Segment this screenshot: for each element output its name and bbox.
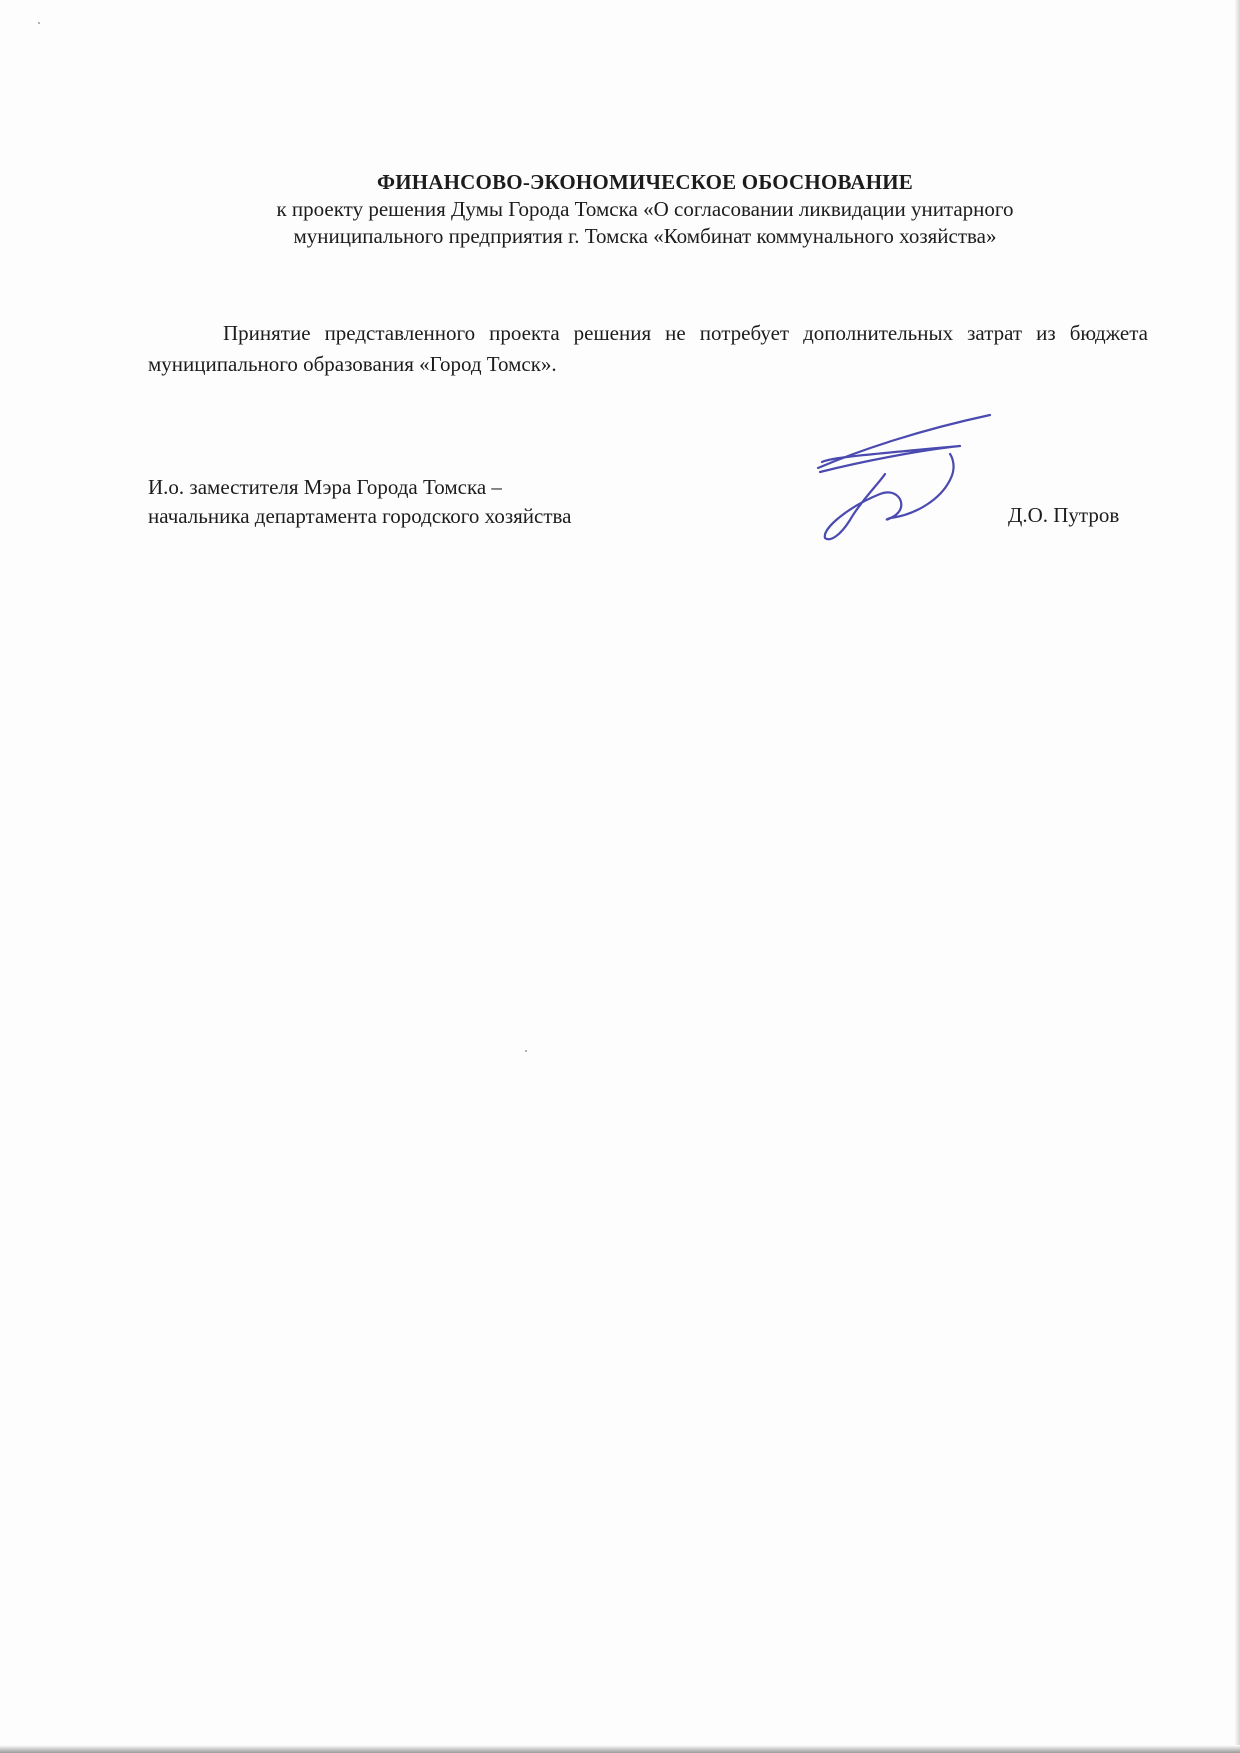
document-header bbox=[150, 168, 1140, 250]
scan-speck bbox=[38, 22, 40, 24]
signer-name: Д.О. Путров bbox=[1008, 503, 1120, 527]
scan-right-edge bbox=[1234, 0, 1240, 1753]
scan-bottom-edge bbox=[0, 1745, 1240, 1753]
signer-position bbox=[148, 473, 768, 531]
document-title: ФИНАНСОВО-ЭКОНОМИЧЕСКОЕ ОБОСНОВАНИЕ bbox=[376, 170, 914, 194]
body-paragraph: Принятие представленного проекта решения не потребует дополнительных затрат из бюджета муниципального образования «Город Томск». bbox=[148, 321, 1148, 376]
scan-speck bbox=[525, 1050, 527, 1052]
document-subtitle-line-2: муниципального предприятия г. Томска «Комбинат коммунального хозяйства» bbox=[293, 224, 997, 248]
signature-icon bbox=[810, 410, 1000, 545]
document-subtitle-line-1: к проекту решения Думы Города Томска «О согласовании ликвидации унитарного bbox=[276, 197, 1014, 221]
signer-position-line-1: И.о. заместителя Мэра Города Томска – bbox=[148, 475, 502, 499]
signer-position-line-2: начальника департамента городского хозяйства bbox=[148, 504, 572, 528]
